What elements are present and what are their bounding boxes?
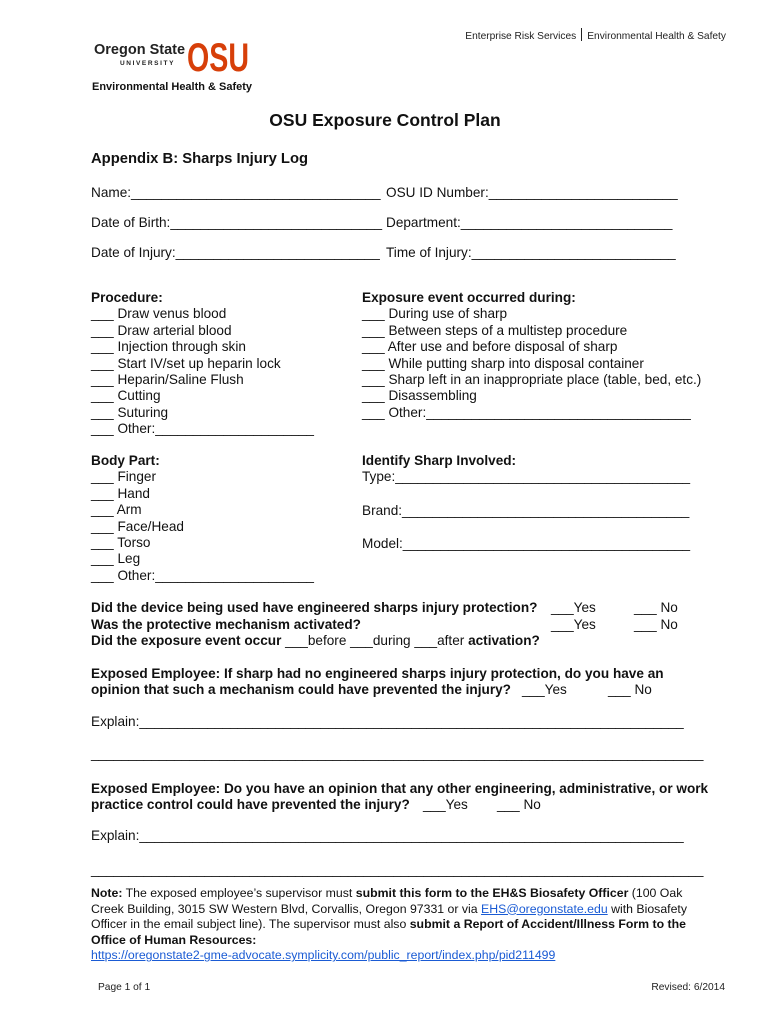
sharp-model-field[interactable]: Model:______________________________________	[362, 536, 691, 552]
exposure-heading: Exposure event occurred during:	[362, 290, 576, 305]
q2-no-option[interactable]: ___ No	[634, 617, 678, 632]
logo-name: Oregon State	[94, 42, 186, 58]
revised-date: Revised: 6/2014	[651, 982, 725, 993]
note-text-3: with Biosafety Officer in the email subject line). The supervisor must also	[91, 901, 687, 932]
body-part-list	[91, 469, 314, 584]
logo-dept: Environmental Health & Safety	[92, 81, 253, 93]
exposure-option-4[interactable]: ___ Sharp left in an inappropriate place (table, bed, etc.)	[362, 372, 702, 388]
body-part-option-6[interactable]: ___ Other:_____________________	[91, 567, 314, 583]
exposed2-line1: Exposed Employee: Do you have an opinion that any other engineering, administrative, or work	[91, 781, 709, 796]
note-bold-2: submit a Report of Accident/Illness Form to the Office of Human Resources:	[91, 917, 686, 947]
ehs-email-link[interactable]: EHS@oregonstate.edu	[481, 901, 608, 916]
note-bold-1: submit this form to the EH&S Biosafety Officer	[355, 886, 629, 900]
sharp-brand-field[interactable]: Brand:______________________________________	[362, 502, 690, 518]
exposure-option-3[interactable]: ___ While putting sharp into disposal container	[362, 355, 644, 371]
body-part-section	[91, 453, 314, 584]
date-of-injury-field[interactable]: Date of Injury:___________________________	[91, 245, 380, 260]
exposure-list	[362, 306, 701, 421]
note-text-2: (100 Oak Creek Building, 3015 SW Western Blvd, Corvallis, Oregon 97331 or via	[91, 886, 683, 916]
q3-options[interactable]: ___before ___during ___after	[281, 633, 469, 648]
exposed1-yes-option[interactable]: ___Yes	[522, 682, 567, 697]
department-field[interactable]: Department:____________________________	[386, 215, 673, 230]
body-part-option-1[interactable]: ___ Hand	[91, 485, 150, 501]
logo-univ: UNIVERSITY	[120, 60, 176, 67]
sharp-section	[362, 453, 690, 553]
page-number: Page 1 of 1	[98, 982, 151, 993]
question-exposure-timing	[91, 633, 540, 649]
osu-id-field[interactable]: OSU ID Number:_________________________	[386, 185, 678, 200]
body-part-option-3[interactable]: ___ Face/Head	[91, 518, 184, 534]
procedure-heading: Procedure:	[91, 290, 163, 305]
exposed1-line2: opinion that such a mechanism could have prevented the injury?	[91, 682, 511, 697]
name-field[interactable]: Name:_________________________________	[91, 185, 381, 200]
body-part-option-5[interactable]: ___ Leg	[91, 551, 141, 567]
org-left: Enterprise Risk Services	[465, 31, 577, 42]
procedure-option-2[interactable]: ___ Injection through skin	[91, 339, 246, 355]
org-right: Environmental Health & Safety	[587, 31, 726, 42]
q3-activation: activation?	[468, 633, 540, 648]
q3-label: Did the exposure event occur	[91, 633, 282, 648]
page-title: OSU Exposure Control Plan	[269, 110, 501, 130]
procedure-option-7[interactable]: ___ Other:_____________________	[91, 421, 314, 437]
procedure-option-5[interactable]: ___ Cutting	[91, 388, 161, 404]
exposed2-no-option[interactable]: ___ No	[497, 797, 541, 812]
procedure-option-0[interactable]: ___ Draw venus blood	[91, 306, 227, 322]
dob-field[interactable]: Date of Birth:____________________________	[91, 215, 383, 230]
exposure-option-5[interactable]: ___ Disassembling	[362, 388, 477, 404]
exposed2-explain-field[interactable]: Explain:________________________________________________________________________	[91, 828, 684, 843]
time-of-injury-field[interactable]: Time of Injury:___________________________	[386, 245, 676, 260]
question-engineered-protection: Did the device being used have engineered sharps injury protection?	[91, 600, 538, 615]
body-part-heading: Body Part:	[91, 453, 160, 468]
question-mechanism-activated: Was the protective mechanism activated?	[91, 617, 361, 632]
osu-logo	[92, 30, 257, 92]
exposed2-blank-line[interactable]: _________________________________________________________________________________	[91, 862, 704, 877]
q1-yes-option[interactable]: ___Yes	[551, 600, 596, 615]
procedure-option-3[interactable]: ___ Start IV/set up heparin lock	[91, 355, 281, 371]
q1-no-option[interactable]: ___ No	[634, 600, 678, 615]
procedure-option-6[interactable]: ___ Suturing	[91, 404, 169, 420]
exposure-option-2[interactable]: ___ After use and before disposal of sharp	[362, 339, 618, 355]
page-subtitle: Appendix B: Sharps Injury Log	[91, 151, 309, 167]
exposed2-line2: practice control could have prevented the injury?	[91, 797, 410, 812]
procedure-option-4[interactable]: ___ Heparin/Saline Flush	[91, 372, 244, 388]
body-part-option-2[interactable]: ___ Arm	[91, 502, 142, 518]
department-header	[465, 28, 726, 45]
note-label: Note:	[91, 886, 123, 900]
exposed1-no-option[interactable]: ___ No	[608, 682, 652, 697]
procedure-option-1[interactable]: ___ Draw arterial blood	[91, 322, 232, 338]
report-url-link[interactable]: https://oregonstate2-gme-advocate.symplicity.com/public_report/index.php/pid211499	[91, 948, 556, 963]
exposed1-line1: Exposed Employee: If sharp had no engineered sharps injury protection, do you have an	[91, 666, 664, 681]
procedure-section	[91, 290, 314, 438]
sharp-type-field[interactable]: Type:_______________________________________	[362, 469, 691, 485]
exposure-option-1[interactable]: ___ Between steps of a multistep procedure	[362, 322, 628, 338]
exposed1-blank-line[interactable]: _________________________________________________________________________________	[91, 746, 704, 761]
exposed2-yes-option[interactable]: ___Yes	[423, 797, 468, 812]
body-part-option-4[interactable]: ___ Torso	[91, 535, 151, 551]
sharp-heading: Identify Sharp Involved:	[362, 453, 517, 468]
exposure-option-6[interactable]: ___ Other:___________________________________	[362, 404, 691, 420]
body-part-option-0[interactable]: ___ Finger	[91, 469, 156, 485]
q2-yes-option[interactable]: ___Yes	[551, 617, 596, 632]
logo-mark: OSU	[187, 36, 249, 80]
exposure-section	[362, 290, 701, 421]
exposure-option-0[interactable]: ___ During use of sharp	[362, 306, 508, 322]
exposed1-explain-field[interactable]: Explain:________________________________________________________________________	[91, 714, 684, 729]
header-separator	[581, 28, 582, 41]
note-text-1: The exposed employee’s supervisor must	[122, 886, 356, 900]
procedure-list	[91, 306, 314, 437]
note-paragraph	[91, 886, 711, 964]
